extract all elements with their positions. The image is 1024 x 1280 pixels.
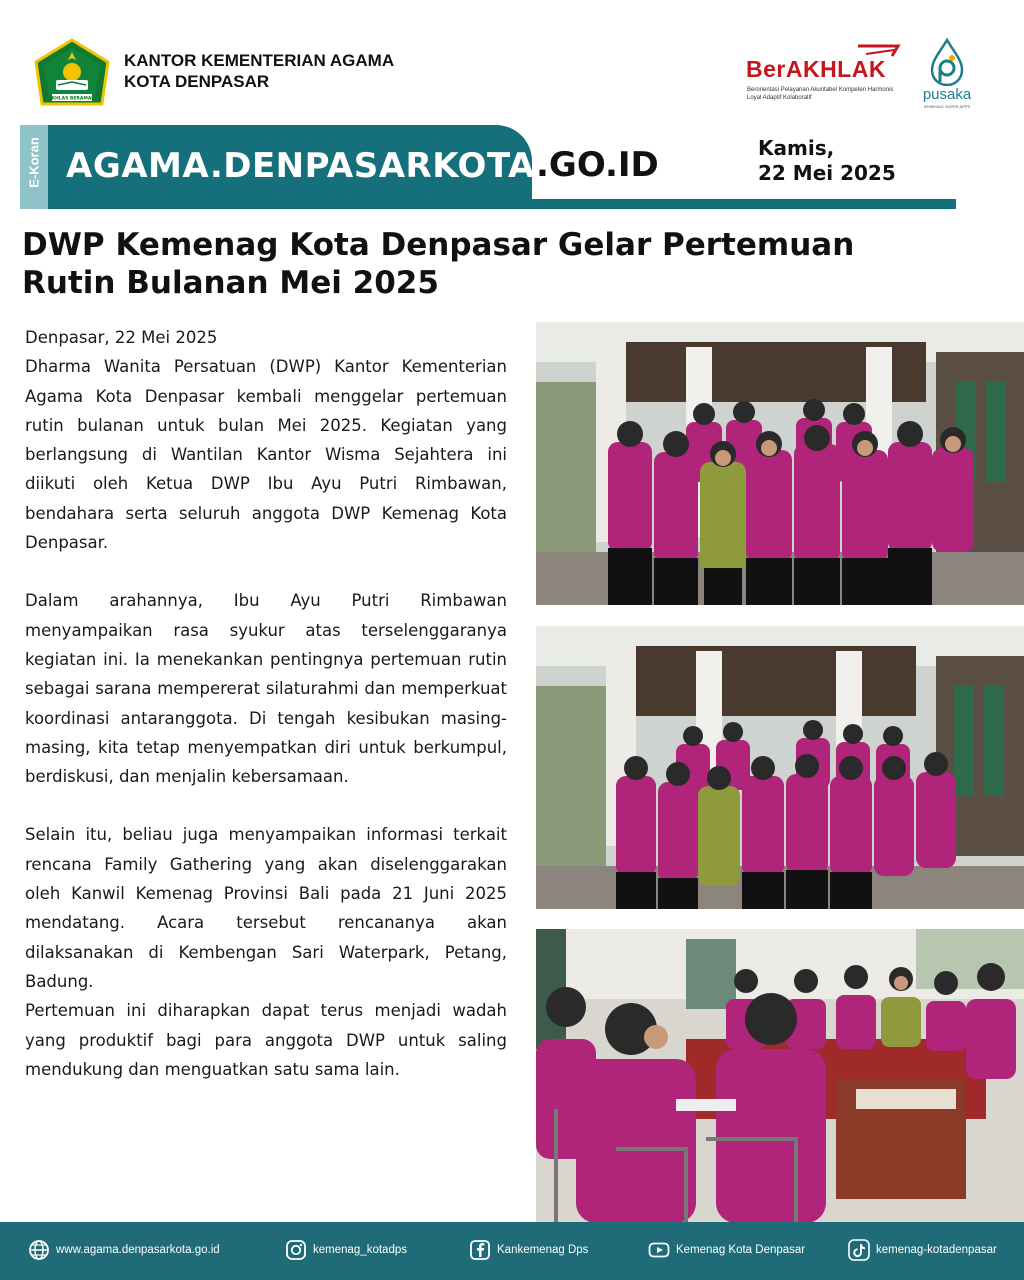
kemenag-logo bbox=[32, 38, 112, 112]
footer-instagram-label: kemenag_kotadps bbox=[313, 1244, 407, 1256]
pusaka-logo bbox=[912, 38, 982, 112]
berakhlak-logo bbox=[746, 42, 906, 106]
footer-tiktok[interactable] bbox=[848, 1238, 997, 1262]
issue-date-value: 22 Mei 2025 bbox=[758, 161, 896, 185]
article-paragraph-1: Dharma Wanita Persatuan (DWP) Kantor Kementerian Agama Kota Denpasar kembali menggelar pertemuan rutin bulanan untuk bulan Mei 2025. Kegiatan yang berlangsung di Wantilan Kantor Wisma Sejahtera ini diikuti oleh Ketua DWP Ibu Ayu Putri Rimbawan, bendahara serta seluruh anggota DWP Kemenag Kota Denpasar. bbox=[25, 357, 507, 553]
article-dateline: Denpasar, 22 Mei 2025 bbox=[25, 328, 218, 347]
berakhlak-title: BerAKHLAK bbox=[746, 56, 886, 82]
article-headline bbox=[22, 226, 982, 302]
banner-underline bbox=[48, 199, 956, 209]
footer-youtube[interactable] bbox=[648, 1238, 805, 1262]
org-name-line2: KOTA DENPASAR bbox=[124, 72, 270, 91]
issue-date bbox=[758, 136, 896, 186]
ekoran-label-text: E-Koran bbox=[26, 137, 42, 188]
pusaka-tagline: KEMENAG SUPER APPS bbox=[923, 104, 971, 109]
tiktok-icon bbox=[848, 1239, 870, 1261]
berakhlak-tagline: Berorientasi Pelayanan Akuntabel Kompeten Harmonis Loyal Adaptif Kolaboratif bbox=[747, 87, 894, 101]
svg-text:IKHLAS BERAMAL: IKHLAS BERAMAL bbox=[49, 96, 95, 102]
footer-facebook-label: Kankemenag Dps bbox=[497, 1244, 589, 1256]
domain-tld-text: .GO.ID bbox=[536, 145, 659, 185]
youtube-icon bbox=[648, 1239, 670, 1261]
headline-line1: DWP Kemenag Kota Denpasar Gelar Pertemuan bbox=[22, 227, 855, 263]
article-paragraph-3: Selain itu, beliau juga menyampaikan informasi terkait rencana Family Gathering yang akan diselenggarakan oleh Kanwil Kemenag Provinsi Bali pada 21 Juni 2025 mendatang. Acara tersebut rencananya akan dilaksanakan di Kembengan Sari Waterpark, Petang, Badung. bbox=[25, 825, 507, 991]
org-name-line1: KANTOR KEMENTERIAN AGAMA bbox=[124, 51, 395, 70]
facebook-icon bbox=[469, 1239, 491, 1261]
footer-tiktok-label: kemenag-kotadenpasar bbox=[876, 1244, 997, 1256]
ekoran-label bbox=[20, 125, 48, 209]
headline-line2: Rutin Bulanan Mei 2025 bbox=[22, 265, 439, 301]
article-body bbox=[25, 323, 507, 1084]
issue-day: Kamis, bbox=[758, 136, 835, 160]
group-photo-1 bbox=[536, 322, 1024, 605]
meeting-photo bbox=[536, 929, 1024, 1223]
organization-name bbox=[124, 50, 394, 92]
footer-website-label: www.agama.denpasarkota.go.id bbox=[56, 1244, 220, 1256]
group-photo-2 bbox=[536, 626, 1024, 909]
footer-bar bbox=[0, 1222, 1024, 1280]
globe-icon bbox=[28, 1239, 50, 1261]
domain-main-text: AGAMA.DENPASARKOTA bbox=[66, 146, 535, 186]
footer-facebook[interactable] bbox=[469, 1238, 588, 1262]
domain-banner bbox=[48, 125, 535, 209]
article-paragraph-2: Dalam arahannya, Ibu Ayu Putri Rimbawan menyampaikan rasa syukur atas terselenggaranya kegiatan ini. Ia menekankan pentingnya pertemuan rutin sebagai sarana mempererat silaturahmi dan memperkuat koordinasi antaranggota. Di tengah kesibukan masing-masing, kita tetap menyempatkan diri untuk berkumpul, berdiskusi, dan menjalin kebersamaan. bbox=[25, 591, 507, 787]
footer-youtube-label: Kemenag Kota Denpasar bbox=[676, 1244, 806, 1256]
article-paragraph-4: Pertemuan ini diharapkan dapat terus menjadi wadah yang produktif bagi para anggota DWP untuk saling mendukung dan menguatkan satu sama lain. bbox=[25, 1001, 507, 1079]
instagram-icon bbox=[285, 1239, 307, 1261]
footer-website[interactable] bbox=[28, 1238, 220, 1262]
pusaka-name: pusaka bbox=[922, 86, 972, 103]
footer-instagram[interactable] bbox=[285, 1238, 407, 1262]
